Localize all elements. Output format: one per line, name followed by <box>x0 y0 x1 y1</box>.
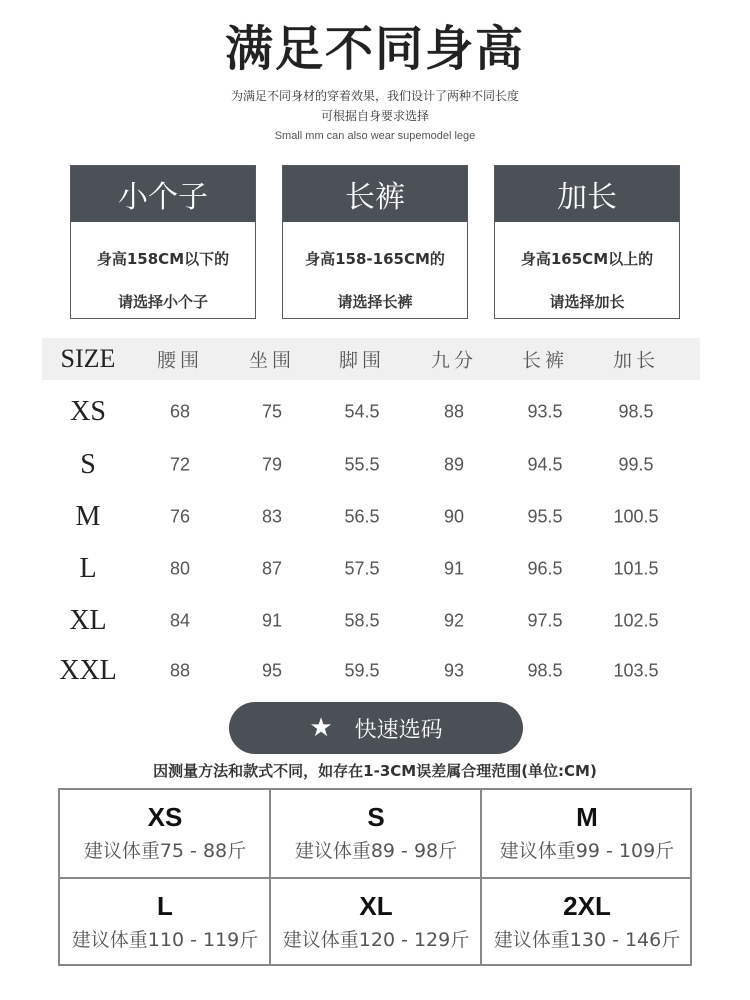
table-cell-value: 94.5 <box>527 454 563 475</box>
size-label: S <box>80 449 96 480</box>
weight-cell-range: 建议体重120 - 129斤 <box>282 929 470 951</box>
subtitle-english: Small mm can also wear supemodel lege <box>274 130 476 142</box>
size-label: XL <box>69 605 107 636</box>
card-recommendation: 请选择加长 <box>549 293 625 311</box>
weight-cell-size: L <box>157 891 173 921</box>
table-cell-value: 75 <box>261 401 283 422</box>
weight-guide-grid <box>58 788 692 966</box>
table-cell-value: 59.5 <box>344 660 380 681</box>
weight-cell-m <box>482 790 692 877</box>
card-title: 加长 <box>495 166 679 222</box>
table-cell-value: 97.5 <box>527 610 563 631</box>
weight-cell-range: 建议体重99 - 109斤 <box>499 840 675 862</box>
weight-cell-s <box>271 790 481 877</box>
table-cell-value: 101.5 <box>613 558 659 579</box>
quick-select-label: 快速选码 <box>354 717 443 743</box>
measurement-column-header: 九分 <box>430 349 478 372</box>
measurement-note: 因测量方法和款式不同，如存在1-3CM误差属合理范围(单位:CM) <box>153 762 597 780</box>
length-card-regular <box>282 165 468 319</box>
table-cell-value: 88 <box>169 660 191 681</box>
card-title: 长裤 <box>283 166 467 222</box>
table-cell-value: 102.5 <box>613 610 659 631</box>
table-cell-value: 56.5 <box>344 506 380 527</box>
weight-cell-range: 建议体重89 - 98斤 <box>294 840 458 862</box>
table-cell-value: 88 <box>443 401 465 422</box>
table-cell-value: 55.5 <box>344 454 380 475</box>
weight-cell-l <box>60 879 270 966</box>
weight-cell-size: 2XL <box>563 891 611 921</box>
table-cell-value: 58.5 <box>344 610 380 631</box>
measurement-column-header: 加长 <box>612 349 660 372</box>
card-height-range: 身高165CM以上的 <box>520 250 654 268</box>
table-cell-value: 76 <box>169 506 191 527</box>
table-cell-value: 93 <box>443 660 465 681</box>
table-cell-value: 68 <box>169 401 191 422</box>
table-cell-value: 54.5 <box>344 401 380 422</box>
size-column-header: SIZE <box>60 344 116 373</box>
table-cell-value: 92 <box>443 610 465 631</box>
table-cell-value: 72 <box>169 454 191 475</box>
size-label: L <box>79 553 97 584</box>
table-cell-value: 90 <box>443 506 465 527</box>
weight-cell-range: 建议体重110 - 119斤 <box>71 929 259 951</box>
table-cell-value: 98.5 <box>618 401 654 422</box>
card-recommendation: 请选择长裤 <box>337 293 413 311</box>
subtitle-line-2: 可根据自身要求选择 <box>320 109 429 123</box>
table-cell-value: 84 <box>169 610 191 631</box>
card-height-range: 身高158CM以下的 <box>96 250 230 268</box>
table-cell-value: 57.5 <box>344 558 380 579</box>
table-cell-value: 91 <box>443 558 465 579</box>
weight-cell-size: M <box>576 802 598 832</box>
table-cell-value: 96.5 <box>527 558 563 579</box>
weight-cell-size: S <box>367 802 385 832</box>
weight-cell-xl <box>271 879 481 966</box>
weight-cell-2xl <box>482 879 692 966</box>
card-recommendation: 请选择小个子 <box>117 293 208 311</box>
measurement-column-header: 脚围 <box>338 349 386 372</box>
table-cell-value: 99.5 <box>618 454 654 475</box>
table-cell-value: 93.5 <box>527 401 563 422</box>
size-label: XXL <box>59 655 117 686</box>
length-card-petite <box>70 165 256 319</box>
table-cell-value: 95.5 <box>527 506 563 527</box>
measurement-column-header: 长裤 <box>521 349 569 372</box>
weight-cell-range: 建议体重75 - 88斤 <box>83 840 247 862</box>
star-icon: ★ <box>309 713 333 743</box>
weight-cell-size: XL <box>359 891 393 921</box>
weight-cell-range: 建议体重130 - 146斤 <box>493 929 681 951</box>
table-cell-value: 100.5 <box>613 506 659 527</box>
table-cell-value: 83 <box>261 506 283 527</box>
length-card-long <box>494 165 680 319</box>
table-cell-value: 91 <box>261 610 283 631</box>
weight-cell-xs <box>60 790 270 877</box>
measurement-column-header: 坐围 <box>248 349 296 372</box>
table-cell-value: 87 <box>261 558 283 579</box>
quick-select-banner <box>229 702 523 754</box>
table-cell-value: 103.5 <box>613 660 659 681</box>
page-title: 满足不同身高 <box>224 21 525 77</box>
size-label: M <box>75 501 101 532</box>
weight-cell-size: XS <box>147 802 183 832</box>
subtitle-line-1: 为满足不同身材的穿着效果，我们设计了两种不同长度 <box>230 89 519 103</box>
table-cell-value: 95 <box>261 660 283 681</box>
measurement-column-header: 腰围 <box>156 349 204 372</box>
table-cell-value: 98.5 <box>527 660 563 681</box>
card-height-range: 身高158-165CM的 <box>305 250 445 268</box>
card-title: 小个子 <box>71 166 255 222</box>
size-label: XS <box>70 396 106 427</box>
table-cell-value: 80 <box>169 558 191 579</box>
table-cell-value: 79 <box>261 454 283 475</box>
table-cell-value: 89 <box>443 454 465 475</box>
